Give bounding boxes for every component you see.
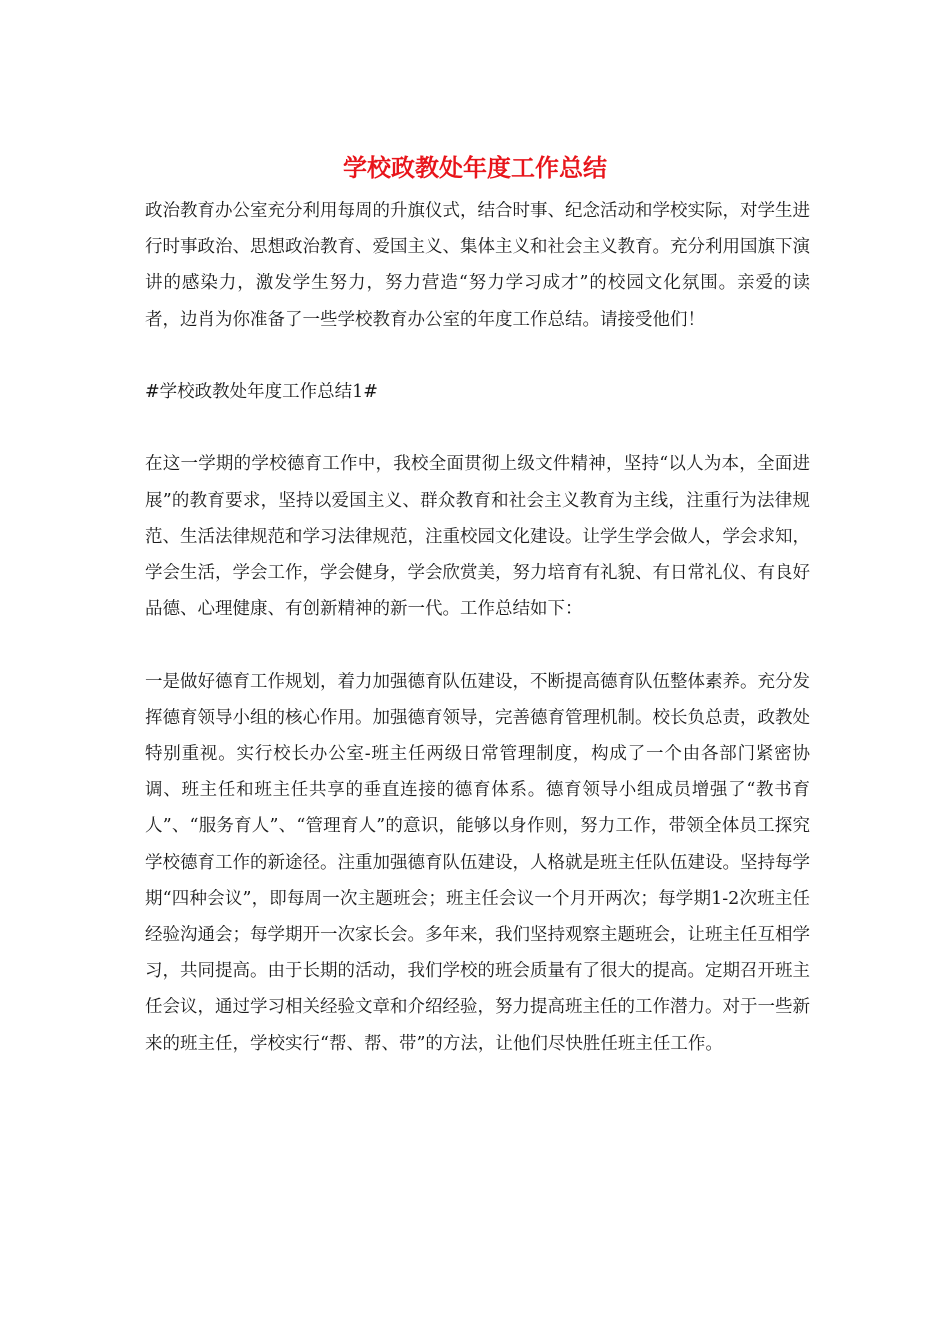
section-heading: #学校政教处年度工作总结1#	[145, 382, 378, 402]
intro-paragraph: 政治教育办公室充分利用每周的升旗仪式，结合时事、纪念活动和学校实际，对学生进行时事政治、思想政治教育、爱国主义、集体主义和社会主义教育。充分利用国旗下演讲的感染力，激发学生努力，努力营造“努力学习成才”的校园文化氛围。亲爱的读者，边肖为你准备了一些学校教育办公室的年度工作总结。请接受他们！	[145, 201, 810, 330]
document-title: 学校政教处年度工作总结	[343, 153, 607, 182]
body-paragraph-2: 一是做好德育工作规划，着力加强德育队伍建设，不断提高德育队伍整体素养。充分发挥德育领导小组的核心作用。加强德育领导，完善德育管理机制。校长负总责，政教处特别重视。实行校长办公室-班主任两级日常管理制度，构成了一个由各部门紧密协调、班主任和班主任共享的垂直连接的德育体系。德育领导小组成员增强了“教书育人”、“服务育人”、“管理育人”的意识，能够以身作则，努力工作，带领全体员工探究学校德育工作的新途径。注重加强德育队伍建设，人格就是班主任队伍建设。坚持每学期“四种会议”，即每周一次主题班会；班主任会议一个月开两次；每学期1-2次班主任经验沟通会；每学期开一次家长会。多年来，我们坚持观察主题班会，让班主任互相学习，共同提高。由于长期的活动，我们学校的班会质量有了很大的提高。定期召开班主任会议，通过学习相关经验文章和介绍经验，努力提高班主任的工作潜力。对于一些新来的班主任，学校实行“帮、帮、带”的方法，让他们尽快胜任班主任工作。	[145, 671, 810, 1054]
document-body	[145, 193, 810, 1062]
body-paragraph-1: 在这一学期的学校德育工作中，我校全面贯彻上级文件精神，坚持“以人为本，全面进展”的教育要求，坚持以爱国主义、群众教育和社会主义教育为主线，注重行为法律规范、生活法律规范和学习法律规范，注重校园文化建设。让学生学会做人，学会求知，学会生活，学会工作，学会健身，学会欣赏美，努力培育有礼貌、有日常礼仪、有良好品德、心理健康、有创新精神的新一代。工作总结如下：	[145, 454, 810, 620]
